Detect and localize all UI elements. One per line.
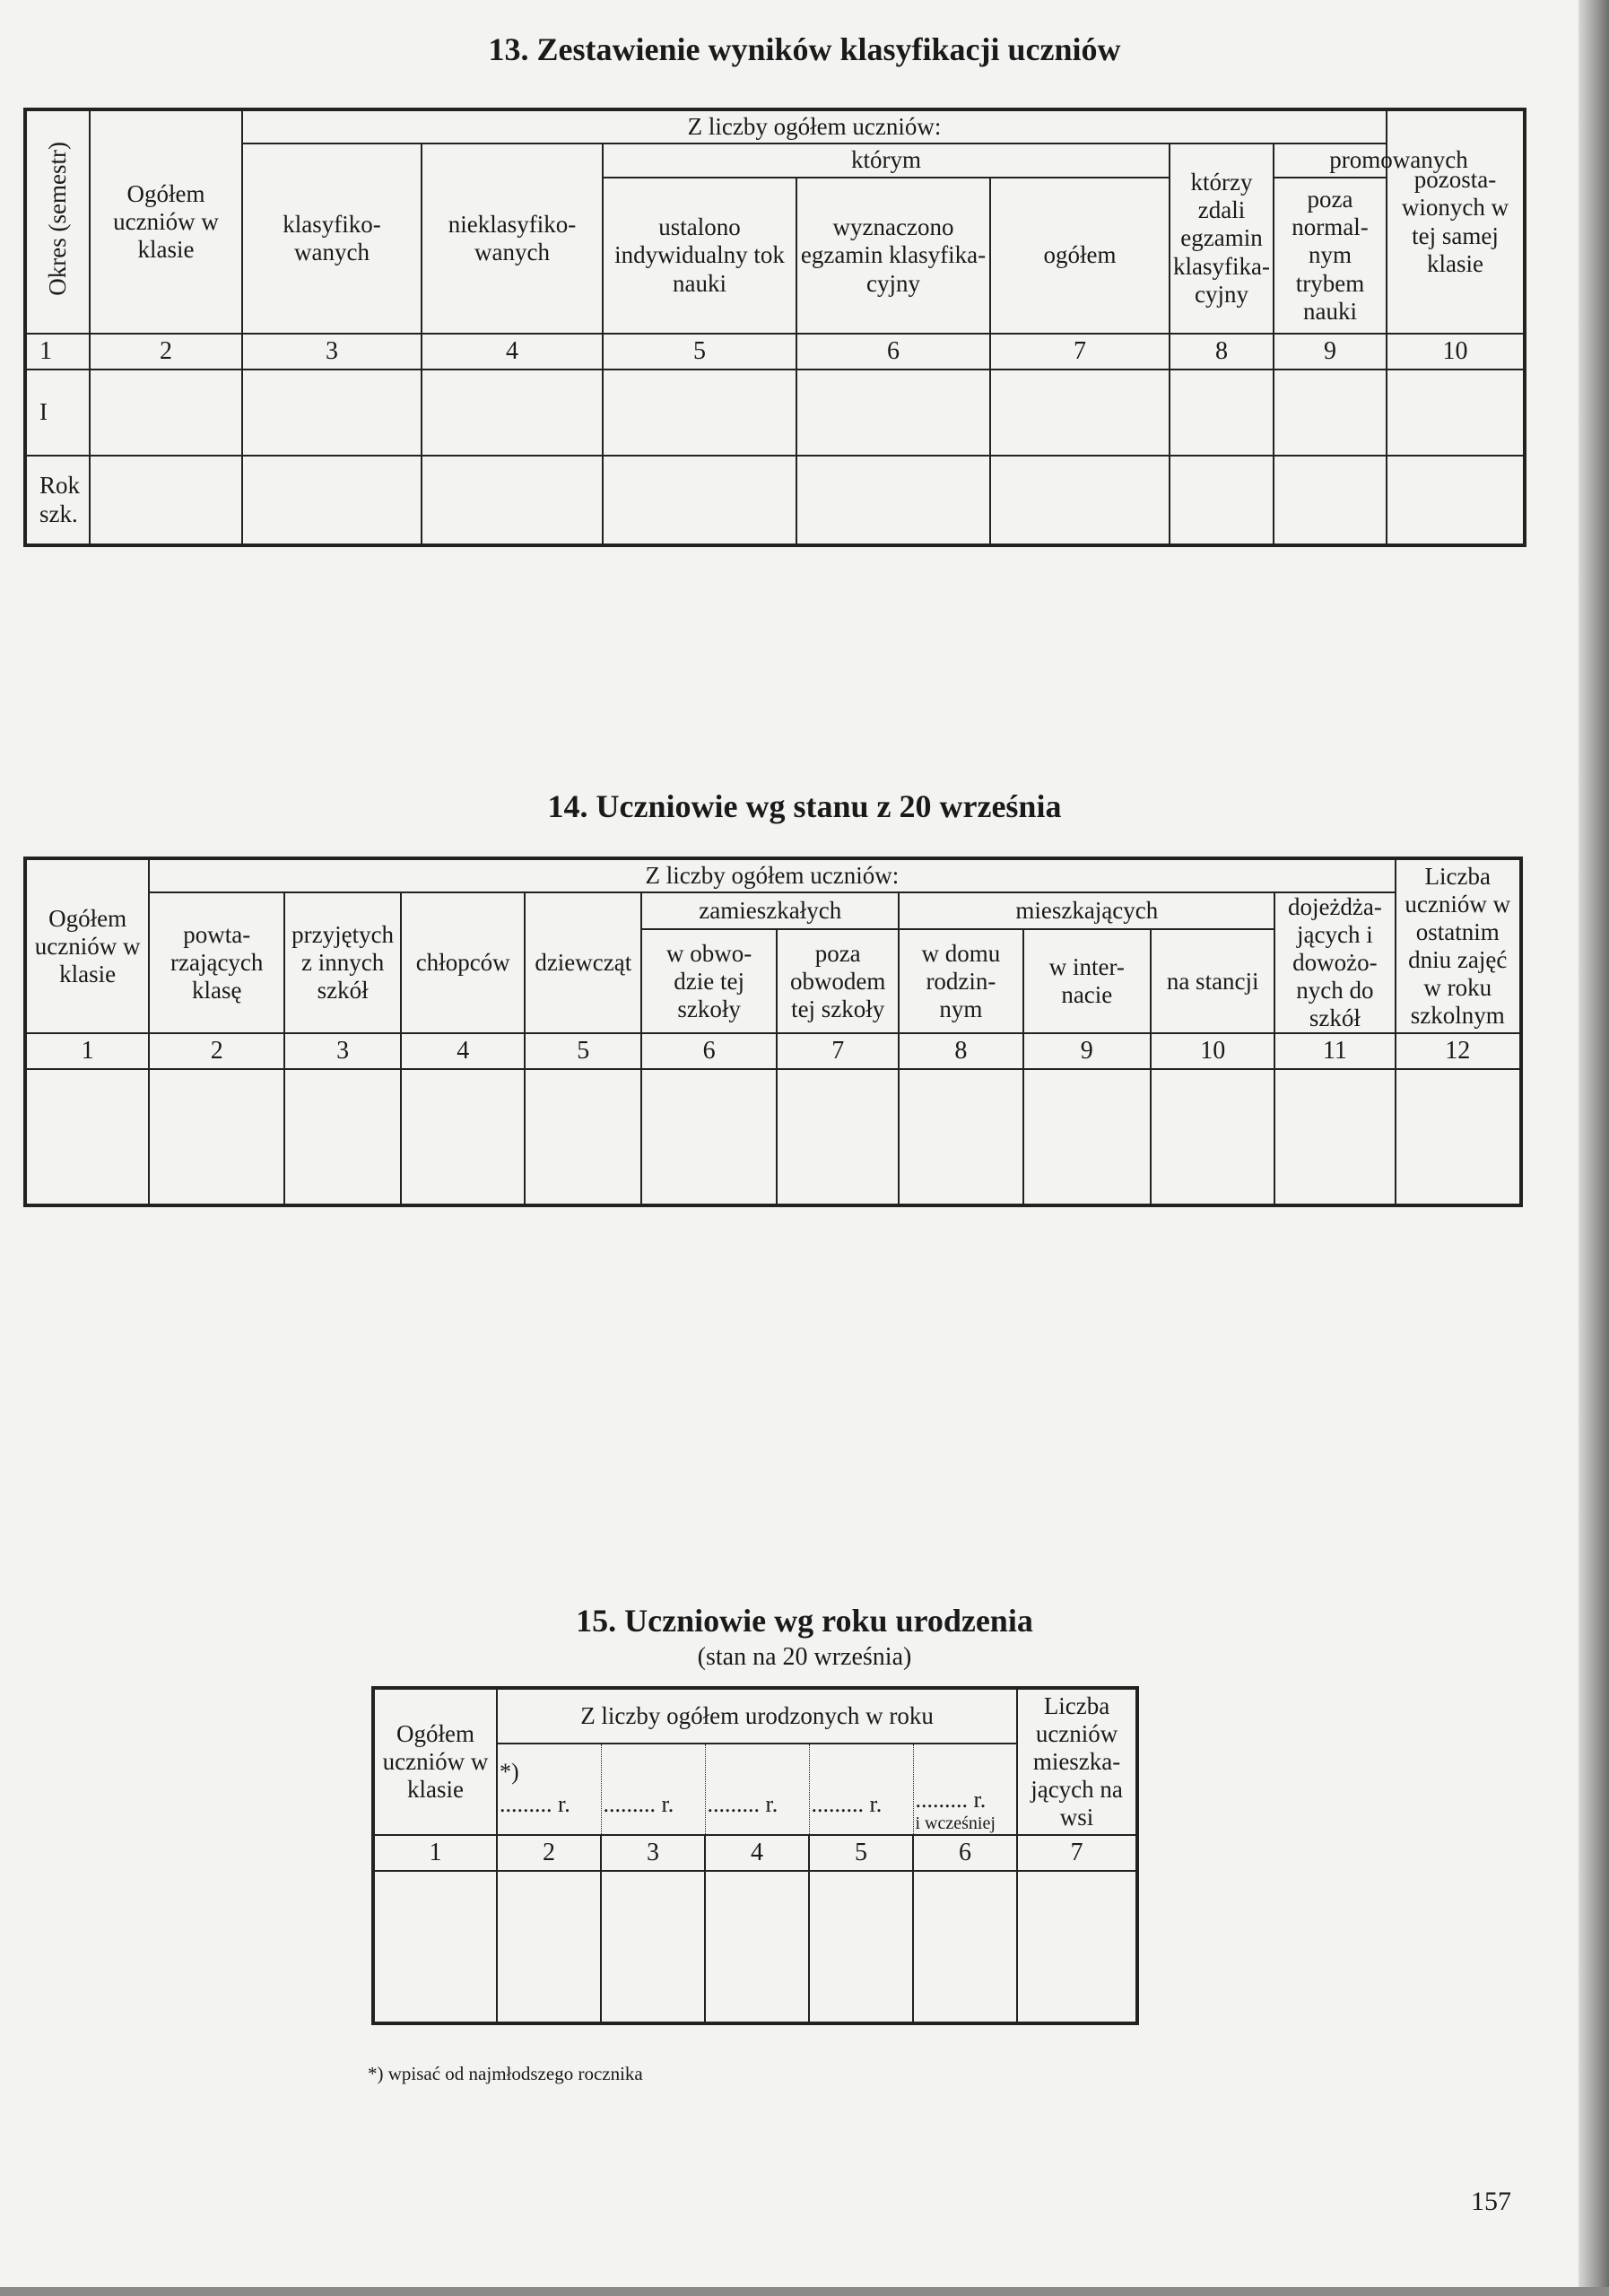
section15-subtitle: (stan na 20 września) <box>697 1643 912 1671</box>
col-boarding: w inter- nacie <box>1023 929 1151 1033</box>
num-8: 8 <box>899 1033 1022 1069</box>
footnote: *) wpisać od najmłodszego rocznika <box>368 2063 643 2084</box>
group-header: Z liczby ogółem uczniów: <box>242 109 1387 144</box>
year-col-3[interactable] <box>601 1744 705 1835</box>
input-cell[interactable] <box>705 1871 809 2023</box>
input-cell[interactable] <box>90 370 242 456</box>
input-cell[interactable] <box>1170 456 1274 545</box>
page-edge <box>1579 0 1609 2296</box>
group-header: Z liczby ogółem uczniów: <box>149 858 1395 892</box>
section13-title: 13. Zestawienie wyników klasyfikacji uczniów <box>488 31 1121 67</box>
table-row <box>25 370 1525 456</box>
asterisk-mark: *) <box>500 1759 519 1786</box>
col-exam-passed: którzy zdali egzamin klasyfika- cyjny <box>1170 144 1274 334</box>
input-cell[interactable] <box>603 456 796 545</box>
year-field: ......... r. <box>707 1791 778 1818</box>
table-row <box>373 1871 1137 2023</box>
input-cell[interactable] <box>1017 1871 1137 2023</box>
col-lodging: na stancji <box>1151 929 1274 1033</box>
num-5: 5 <box>525 1033 641 1069</box>
input-cell[interactable] <box>422 456 603 545</box>
table-row <box>25 1069 1521 1205</box>
num-1: 1 <box>25 334 90 370</box>
total-header: Ogółem uczniów w klasie <box>373 1688 497 1835</box>
input-cell[interactable] <box>497 1871 601 2023</box>
year-col-5[interactable] <box>809 1744 913 1835</box>
input-cell[interactable] <box>90 456 242 545</box>
col-unclassified: nieklasyfiko- wanych <box>422 144 603 334</box>
input-cell[interactable] <box>242 456 422 545</box>
year-col-6[interactable] <box>913 1744 1017 1835</box>
num-9: 9 <box>1274 334 1387 370</box>
num-6: 6 <box>641 1033 777 1069</box>
row-label: I <box>25 370 90 456</box>
num-7: 7 <box>990 334 1170 370</box>
num-8: 8 <box>1170 334 1274 370</box>
num-11: 11 <box>1274 1033 1395 1069</box>
section15-table <box>371 1686 1139 2025</box>
col-promoted-nonstandard: poza normal- nym trybem nauki <box>1274 178 1387 334</box>
input-cell[interactable] <box>525 1069 641 1205</box>
num-1: 1 <box>373 1835 497 1871</box>
input-cell[interactable] <box>809 1871 913 2023</box>
page-number: 157 <box>1471 2187 1511 2216</box>
input-cell[interactable] <box>373 1871 497 2023</box>
section15-title: 15. Uczniowie wg roku urodzenia <box>576 1603 1033 1639</box>
year-field: ......... r. <box>811 1791 883 1818</box>
section14-table <box>23 857 1523 1207</box>
col-promoted-total: ogółem <box>990 178 1170 334</box>
section13-table <box>23 108 1526 547</box>
input-cell[interactable] <box>1170 370 1274 456</box>
num-2: 2 <box>497 1835 601 1871</box>
bottom-edge <box>0 2287 1609 2296</box>
num-1: 1 <box>25 1033 149 1069</box>
residing-header: zamieszkałych <box>641 892 899 929</box>
input-cell[interactable] <box>913 1871 1017 2023</box>
living-header: mieszkających <box>899 892 1274 929</box>
num-3: 3 <box>284 1033 401 1069</box>
col-transferred: przyjętych z innych szkół <box>284 892 401 1033</box>
input-cell[interactable] <box>25 1069 149 1205</box>
input-cell[interactable] <box>1274 370 1387 456</box>
row-label: Rok szk. <box>25 456 90 545</box>
num-7: 7 <box>777 1033 899 1069</box>
total-header: Ogółem uczniów w klasie <box>90 109 242 334</box>
year-col-2[interactable] <box>497 1744 601 1835</box>
col-rural: Liczba uczniów mieszka- jących na wsi <box>1017 1688 1137 1835</box>
earlier-label: i wcześniej <box>915 1813 996 1833</box>
year-field: ......... r. <box>915 1787 987 1813</box>
table-row <box>25 456 1525 545</box>
input-cell[interactable] <box>603 370 796 456</box>
input-cell[interactable] <box>1396 1069 1522 1205</box>
num-10: 10 <box>1387 334 1525 370</box>
col-last-day: Liczba uczniów w ostatnim dniu zajęć w roku szkolnym <box>1396 858 1522 1033</box>
num-6: 6 <box>913 1835 1017 1871</box>
num-5: 5 <box>809 1835 913 1871</box>
input-cell[interactable] <box>422 370 603 456</box>
num-4: 4 <box>422 334 603 370</box>
num-3: 3 <box>601 1835 705 1871</box>
col-commuting: dojeżdża- jących i dowożo- nych do szkół <box>1274 892 1395 1033</box>
year-col-4[interactable] <box>705 1744 809 1835</box>
col-individual: ustalono indywidualny tok nauki <box>603 178 796 334</box>
input-cell[interactable] <box>601 1871 705 2023</box>
input-cell[interactable] <box>284 1069 401 1205</box>
input-cell[interactable] <box>1387 370 1525 456</box>
num-9: 9 <box>1023 1033 1151 1069</box>
num-3: 3 <box>242 334 422 370</box>
num-2: 2 <box>90 334 242 370</box>
year-field: ......... r. <box>603 1791 674 1818</box>
input-cell[interactable] <box>899 1069 1022 1205</box>
col-girls: dziewcząt <box>525 892 641 1033</box>
input-cell[interactable] <box>1274 1069 1395 1205</box>
col-exam-assigned: wyznaczono egzamin klasyfika- cyjny <box>796 178 990 334</box>
input-cell[interactable] <box>990 370 1170 456</box>
num-12: 12 <box>1396 1033 1522 1069</box>
whom-header: którym <box>603 144 1170 178</box>
input-cell[interactable] <box>149 1069 284 1205</box>
input-cell[interactable] <box>796 370 990 456</box>
num-5: 5 <box>603 334 796 370</box>
col-out-district: poza obwodem tej szkoły <box>777 929 899 1033</box>
input-cell[interactable] <box>1274 456 1387 545</box>
col-classified: klasyfiko- wanych <box>242 144 422 334</box>
col-repeating: pozosta- wionych w tej samej klasie <box>1387 109 1525 334</box>
num-4: 4 <box>705 1835 809 1871</box>
col-boys: chłopców <box>401 892 525 1033</box>
num-7: 7 <box>1017 1835 1137 1871</box>
input-cell[interactable] <box>242 370 422 456</box>
input-cell[interactable] <box>990 456 1170 545</box>
total-header: Ogółem uczniów w klasie <box>25 858 149 1033</box>
input-cell[interactable] <box>796 456 990 545</box>
col-family-home: w domu rodzin- nym <box>899 929 1022 1033</box>
input-cell[interactable] <box>1023 1069 1151 1205</box>
input-cell[interactable] <box>401 1069 525 1205</box>
num-10: 10 <box>1151 1033 1274 1069</box>
promoted-header: promowanych <box>1274 144 1525 178</box>
col-repeating: powta- rzających klasę <box>149 892 284 1033</box>
period-header: Okres (semestr) <box>25 109 90 334</box>
num-4: 4 <box>401 1033 525 1069</box>
section14-title: 14. Uczniowie wg stanu z 20 września <box>547 788 1062 824</box>
input-cell[interactable] <box>1387 456 1525 545</box>
input-cell[interactable] <box>641 1069 777 1205</box>
input-cell[interactable] <box>1151 1069 1274 1205</box>
group-header: Z liczby ogółem urodzonych w roku <box>497 1688 1017 1744</box>
col-in-district: w obwo- dzie tej szkoły <box>641 929 777 1033</box>
num-6: 6 <box>796 334 990 370</box>
year-field: ......... r. <box>500 1791 570 1818</box>
num-2: 2 <box>149 1033 284 1069</box>
input-cell[interactable] <box>777 1069 899 1205</box>
